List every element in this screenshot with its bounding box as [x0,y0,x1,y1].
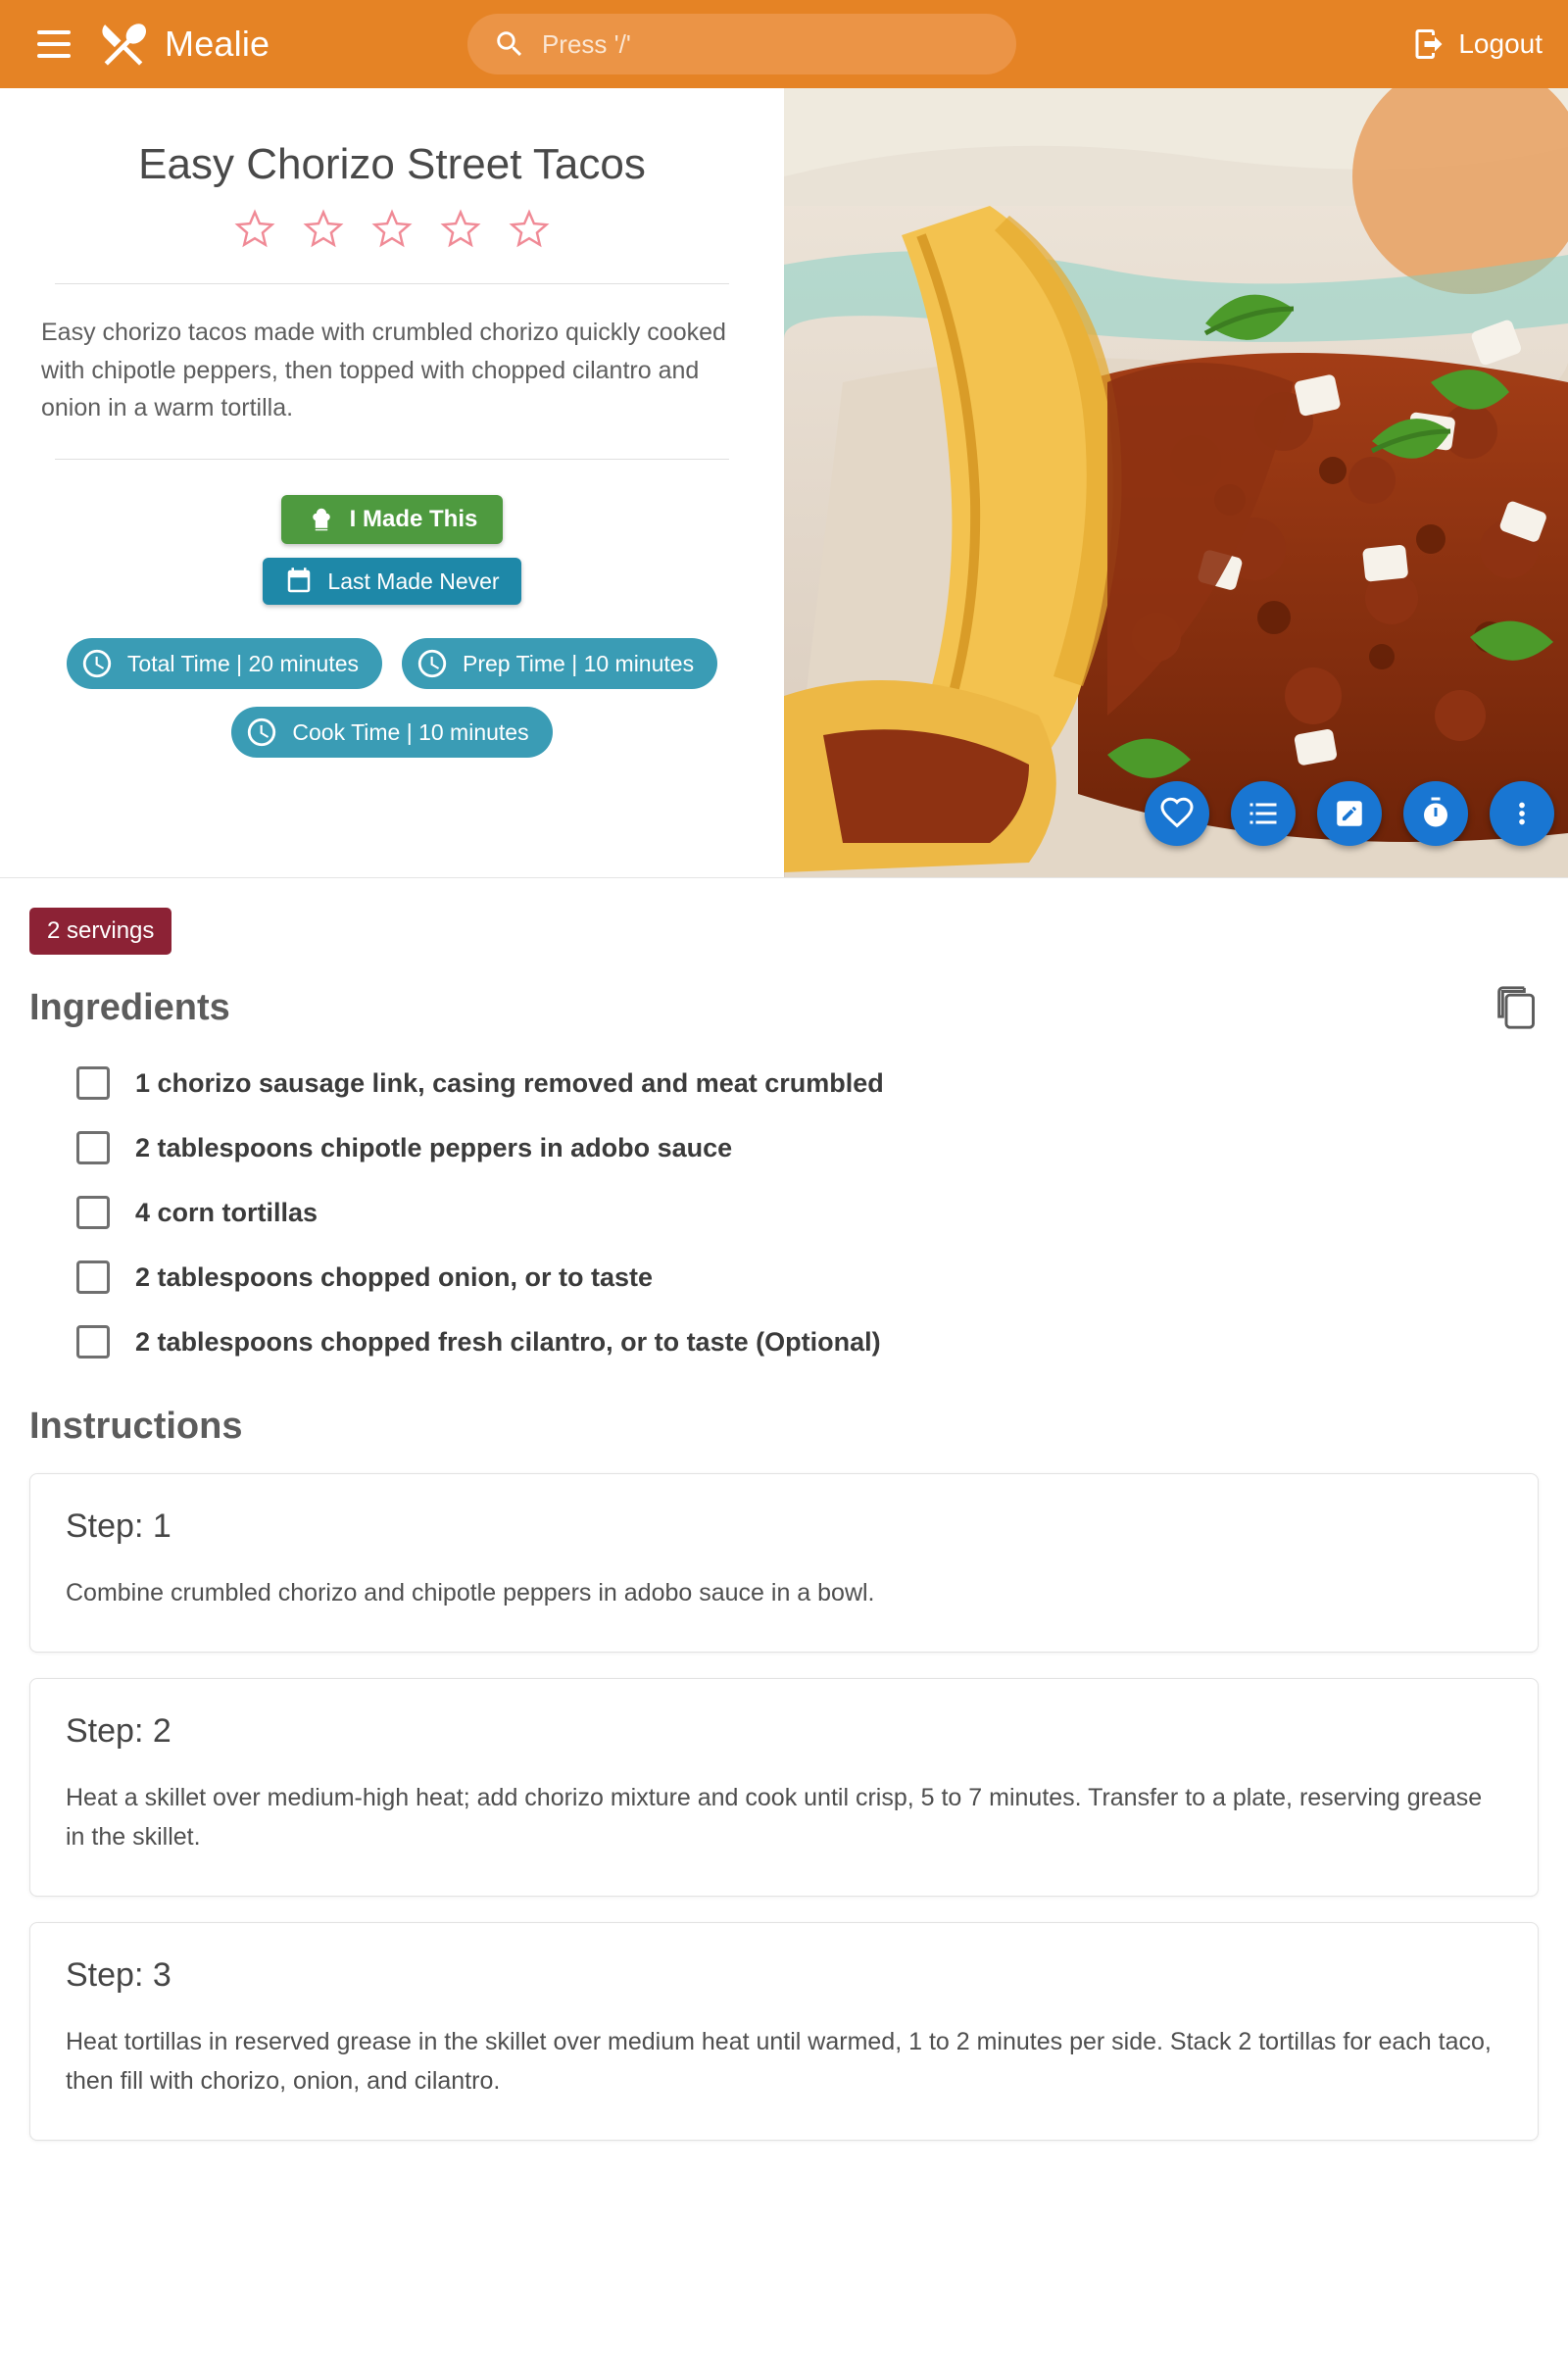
last-made-label: Last Made Never [327,568,500,594]
brand-name: Mealie [165,24,270,64]
ingredient-checkbox[interactable] [76,1260,110,1294]
action-buttons [33,495,751,605]
floating-action-buttons [1145,781,1554,846]
i-made-this-label: I Made This [349,506,478,533]
favorite-heart-icon[interactable] [1145,781,1209,846]
star-icon[interactable] [509,209,550,250]
star-icon[interactable] [371,209,413,250]
edit-recipe-icon[interactable] [1317,781,1382,846]
time-chips [33,638,751,758]
step-text: Heat a skillet over medium-high heat; add chorizo mixture and cook until crisp, 5 to 7 minutes. Transfer to a plate, reserving grease in the skillet. [66,1784,1483,1851]
rating-stars[interactable] [33,209,751,250]
logout-label: Logout [1458,28,1543,59]
step-text: Heat tortillas in reserved grease in the skillet over medium heat until warmed, 1 to 2 minutes per side. Stack 2 tortillas for each taco, then fill with chorizo, onion, and cilantro. [66,2028,1492,2095]
instructions-header [29,1406,1539,1448]
star-icon[interactable] [440,209,481,250]
list-item[interactable] [29,1115,1539,1180]
divider [55,283,729,284]
recipe-description: Easy chorizo tacos made with crumbled chorizo quickly cooked with chipotle peppers, then topped with chopped cilantro and onion in a warm tortilla. [41,318,726,422]
prep-time-label: Prep Time | 10 minutes [463,650,695,676]
copy-icon[interactable] [1495,986,1539,1029]
star-icon[interactable] [234,209,275,250]
ingredients-heading: Ingredients [29,986,230,1028]
ingredients-header [29,986,1539,1029]
timer-icon[interactable] [1403,781,1468,846]
cook-time-chip[interactable] [231,707,552,758]
step-title: Step: 2 [66,1712,172,1750]
step-text: Combine crumbled chorizo and chipotle peppers in adobo sauce in a bowl. [66,1579,875,1606]
calendar-icon [284,567,314,596]
clock-icon [80,647,114,680]
ingredients-list [29,1051,1539,1374]
search-icon [493,27,526,61]
ingredient-checkbox[interactable] [76,1325,110,1359]
ingredient-checkbox[interactable] [76,1066,110,1100]
instructions-heading: Instructions [29,1406,243,1447]
instruction-step[interactable] [29,1922,1539,2141]
recipe-hero [0,88,1568,878]
search-placeholder: Press '/' [541,28,631,59]
star-icon[interactable] [303,209,344,250]
ingredient-checkbox[interactable] [76,1196,110,1229]
list-item[interactable] [29,1310,1539,1374]
i-made-this-button[interactable] [281,495,504,544]
ingredient-label: 2 tablespoons chopped fresh cilantro, or to taste (Optional) [135,1326,881,1357]
step-title: Step: 3 [66,1956,172,1994]
clock-icon [416,647,449,680]
ingredient-label: 1 chorizo sausage link, casing removed and meat crumbled [135,1067,884,1098]
ingredient-label: 4 corn tortillas [135,1197,318,1227]
chef-hat-icon [307,505,336,534]
page-title: Easy Chorizo Street Tacos [138,140,646,188]
app-bar [0,0,1568,88]
total-time-chip[interactable] [67,638,382,689]
clock-icon [245,716,278,749]
servings-badge[interactable]: 2 servings [29,908,172,955]
ingredient-checkbox[interactable] [76,1131,110,1164]
logout-icon [1411,26,1446,62]
step-title: Step: 1 [66,1507,172,1545]
mealie-logo-icon [96,17,151,72]
divider [55,459,729,460]
list-item[interactable] [29,1245,1539,1310]
more-options-icon[interactable] [1490,781,1554,846]
prep-time-chip[interactable] [402,638,717,689]
instruction-step[interactable] [29,1473,1539,1653]
shopping-list-icon[interactable] [1231,781,1296,846]
total-time-label: Total Time | 20 minutes [126,650,359,676]
cook-time-label: Cook Time | 10 minutes [292,718,529,745]
recipe-summary [0,88,784,877]
list-item[interactable] [29,1180,1539,1245]
logout-button[interactable] [1411,26,1543,62]
search-input[interactable] [467,14,1016,74]
last-made-button[interactable] [263,558,520,605]
ingredient-label: 2 tablespoons chipotle peppers in adobo sauce [135,1132,733,1162]
ingredient-label: 2 tablespoons chopped onion, or to taste [135,1261,654,1292]
instruction-step[interactable] [29,1678,1539,1897]
recipe-body [0,878,1568,2199]
recipe-image [784,88,1568,877]
taco-photo [784,88,1568,877]
instructions-list [29,1473,1539,2141]
menu-icon[interactable] [25,16,82,73]
list-item[interactable] [29,1051,1539,1115]
